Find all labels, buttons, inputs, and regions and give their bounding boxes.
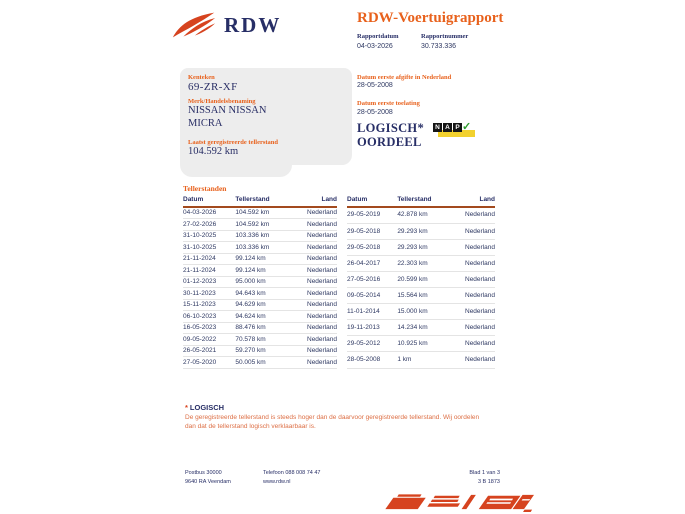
tellerstanden-table-left-body [183, 207, 337, 369]
nap-letter-a: A [443, 123, 452, 132]
cell-datum: 30-11-2023 [183, 288, 235, 300]
rdw-speed-stripes-graphic [372, 490, 534, 513]
cell-tellerstand: 94.643 km [235, 288, 294, 300]
cell-tellerstand: 88.476 km [235, 322, 294, 334]
cell-land: Nederland [294, 334, 337, 346]
cell-tellerstand: 15.000 km [397, 304, 453, 320]
cell-land: Nederland [294, 288, 337, 300]
cell-land: Nederland [294, 299, 337, 311]
cell-datum: 26-05-2021 [183, 345, 235, 357]
table-row [347, 288, 495, 304]
cell-datum: 29-05-2012 [347, 336, 397, 352]
footer-page-number: Blad 1 van 3 [469, 470, 500, 476]
table-row [183, 288, 337, 300]
tellerstanden-table-right-body [347, 207, 495, 369]
table-header-row [347, 194, 495, 207]
cell-tellerstand: 95.000 km [235, 276, 294, 288]
cell-datum: 26-04-2017 [347, 255, 397, 271]
cell-datum: 19-11-2013 [347, 320, 397, 336]
cell-datum: 31-10-2025 [183, 242, 235, 254]
tellerstand-value: 104.592 km [188, 146, 239, 157]
cell-tellerstand: 29.293 km [397, 223, 453, 239]
cell-land: Nederland [294, 357, 337, 369]
footnote-title [185, 403, 224, 412]
cell-land: Nederland [454, 223, 495, 239]
footer-address-line2: 9640 RA Veendam [185, 479, 231, 485]
cell-land: Nederland [294, 311, 337, 323]
column-header-tellerstand: Tellerstand [397, 194, 453, 207]
cell-tellerstand: 103.336 km [235, 230, 294, 242]
table-row [183, 311, 337, 323]
cell-tellerstand: 104.592 km [235, 207, 294, 219]
footer-page-info [430, 469, 500, 487]
cell-land: Nederland [454, 304, 495, 320]
table-row [347, 352, 495, 368]
cell-land: Nederland [454, 239, 495, 255]
cell-datum: 29-05-2018 [347, 223, 397, 239]
cell-land: Nederland [294, 219, 337, 231]
cell-tellerstand: 94.624 km [235, 311, 294, 323]
tellerstanden-tables [183, 194, 495, 369]
table-row [183, 357, 337, 369]
cell-land: Nederland [294, 207, 337, 219]
table-row [183, 265, 337, 277]
table-row [183, 334, 337, 346]
cell-land: Nederland [294, 322, 337, 334]
nap-letter-p: P [453, 123, 462, 132]
report-meta [357, 33, 485, 50]
footer-address-line1: Postbus 30000 [185, 470, 222, 476]
kenteken-value: 69-ZR-XF [188, 81, 238, 93]
cell-land: Nederland [454, 336, 495, 352]
table-row [347, 304, 495, 320]
cell-tellerstand: 20.599 km [397, 272, 453, 288]
footer-address [185, 469, 231, 487]
table-row [183, 253, 337, 265]
column-header-land: Land [454, 194, 495, 207]
vehicle-info-panel-tab [180, 160, 292, 177]
cell-tellerstand: 59.270 km [235, 345, 294, 357]
oordeel-line1: LOGISCH* [357, 121, 424, 135]
cell-datum: 09-05-2014 [347, 288, 397, 304]
tellerstand-label: Laatst geregistreerde tellerstand [188, 139, 279, 146]
kenteken-label: Kenteken [188, 74, 215, 81]
report-title: RDW-Voertuigrapport [357, 10, 504, 26]
column-header-datum: Datum [183, 194, 235, 207]
table-row [347, 336, 495, 352]
cell-tellerstand: 10.925 km [397, 336, 453, 352]
cell-land: Nederland [454, 352, 495, 368]
column-header-tellerstand: Tellerstand [235, 194, 294, 207]
cell-datum: 27-05-2016 [347, 272, 397, 288]
rdw-wing-icon [172, 10, 216, 40]
cell-tellerstand: 99.124 km [235, 253, 294, 265]
table-row [347, 320, 495, 336]
cell-land: Nederland [294, 253, 337, 265]
cell-datum: 21-11-2024 [183, 253, 235, 265]
cell-datum: 16-05-2023 [183, 322, 235, 334]
table-row [183, 322, 337, 334]
footnote-asterisk: * [185, 403, 188, 412]
rdw-logo [172, 10, 281, 40]
table-row [183, 230, 337, 242]
cell-datum: 21-11-2024 [183, 265, 235, 277]
merk-value-line1: NISSAN NISSAN [188, 105, 267, 116]
footnote-title-text: LOGISCH [189, 403, 225, 412]
footer-doc-code: 3 B 1873 [477, 479, 500, 485]
nap-logo [433, 122, 477, 139]
tellerstanden-table-left [183, 194, 337, 369]
tellerstanden-section-title: Tellerstanden [183, 184, 227, 193]
cell-datum: 29-05-2019 [347, 207, 397, 224]
cell-datum: 01-12-2023 [183, 276, 235, 288]
cell-land: Nederland [454, 207, 495, 224]
table-row [183, 299, 337, 311]
table-row [183, 345, 337, 357]
footer-phone: Telefoon 088 008 74 47 [263, 470, 321, 476]
column-header-datum: Datum [347, 194, 397, 207]
cell-tellerstand: 22.303 km [397, 255, 453, 271]
cell-land: Nederland [294, 230, 337, 242]
cell-datum: 28-05-2008 [347, 352, 397, 368]
merk-value-line2: MICRA [188, 118, 223, 129]
cell-datum: 27-02-2026 [183, 219, 235, 231]
table-row [347, 223, 495, 239]
cell-tellerstand: 1 km [397, 352, 453, 368]
cell-tellerstand: 50.005 km [235, 357, 294, 369]
table-row [347, 207, 495, 224]
cell-tellerstand: 70.578 km [235, 334, 294, 346]
oordeel-line2: OORDEEL [357, 135, 422, 149]
cell-tellerstand: 14.234 km [397, 320, 453, 336]
cell-land: Nederland [454, 320, 495, 336]
tellerstanden-table-right [347, 194, 495, 369]
cell-datum: 09-05-2022 [183, 334, 235, 346]
cell-datum: 06-10-2023 [183, 311, 235, 323]
column-header-land: Land [294, 194, 337, 207]
cell-land: Nederland [294, 265, 337, 277]
cell-datum: 31-10-2025 [183, 230, 235, 242]
footer-contact [263, 469, 321, 487]
cell-tellerstand: 99.124 km [235, 265, 294, 277]
nap-check-icon: ✓ [462, 121, 472, 133]
rdw-logo-text: RDW [224, 12, 282, 37]
cell-datum: 27-05-2020 [183, 357, 235, 369]
table-row [347, 255, 495, 271]
table-row [183, 242, 337, 254]
cell-tellerstand: 94.629 km [235, 299, 294, 311]
cell-datum: 04-03-2026 [183, 207, 235, 219]
cell-tellerstand: 104.592 km [235, 219, 294, 231]
cell-land: Nederland [294, 345, 337, 357]
table-row [183, 219, 337, 231]
toelating-value: 28-05-2008 [357, 109, 393, 116]
table-row [347, 239, 495, 255]
table-row [183, 276, 337, 288]
cell-datum: 29-05-2018 [347, 239, 397, 255]
table-row [347, 272, 495, 288]
table-header-row [183, 194, 337, 207]
footnote-text: De geregistreerde tellerstand is steeds hoger dan de daarvoor geregistreerde tellerstand. Wij oordelen dan dat de tellerstand logisch verklaarbaar is. [185, 414, 480, 430]
cell-land: Nederland [454, 272, 495, 288]
cell-datum: 15-11-2023 [183, 299, 235, 311]
cell-land: Nederland [294, 242, 337, 254]
cell-tellerstand: 15.564 km [397, 288, 453, 304]
afgifte-value: 28-05-2008 [357, 82, 393, 89]
cell-tellerstand: 42.878 km [397, 207, 453, 224]
report-number-label: Rapportnummer [421, 33, 469, 40]
table-row [183, 207, 337, 219]
cell-land: Nederland [454, 255, 495, 271]
afgifte-label: Datum eerste afgifte in Nederland [357, 74, 452, 81]
report-number-value: 30.733.336 [421, 42, 457, 50]
report-date-label: Rapportdatum [357, 33, 399, 40]
merk-label: Merk/Handelsbenaming [188, 98, 256, 105]
cell-land: Nederland [294, 276, 337, 288]
cell-tellerstand: 103.336 km [235, 242, 294, 254]
report-date-value: 04-03-2026 [357, 42, 393, 50]
toelating-label: Datum eerste toelating [357, 100, 420, 107]
cell-land: Nederland [454, 288, 495, 304]
nap-letter-n: N [433, 123, 442, 132]
cell-tellerstand: 29.293 km [397, 239, 453, 255]
oordeel-text [357, 121, 424, 149]
footer-website-link[interactable]: www.rdw.nl [263, 479, 291, 485]
cell-datum: 11-01-2014 [347, 304, 397, 320]
